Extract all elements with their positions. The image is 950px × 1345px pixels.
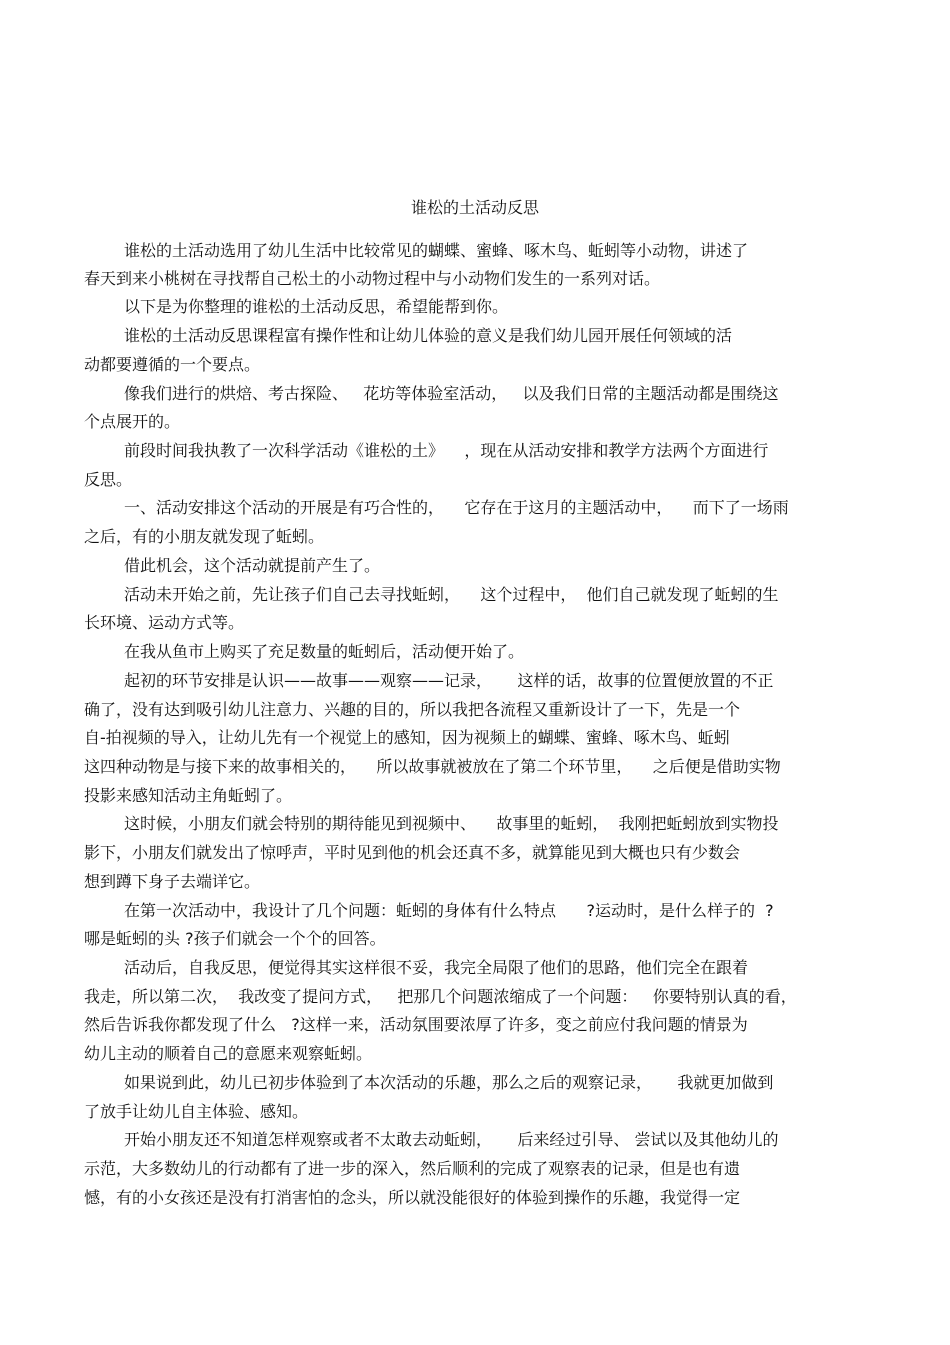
- text-line: 活动未开始之前，先让孩子们自己去寻找蚯蚓， 这个过程中， 他们自己就发现了蚯蚓的生: [124, 585, 779, 604]
- text-line: 起初的环节安排是认识——故事——观察——记录， 这样的话，故事的位置便放置的不正: [124, 671, 774, 690]
- text-line: 动都要遵循的一个要点。: [84, 355, 261, 374]
- text-line: 幼儿主动的顺着自己的意愿来观察蚯蚓。: [84, 1044, 373, 1063]
- text-line: 一、活动安排这个活动的开展是有巧合性的， 它存在于这月的主题活动中， 而下了一场雨: [124, 498, 789, 517]
- text-line: 哪是蚯蚓的头 ?孩子们就会一个个的回答。: [84, 929, 386, 948]
- text-line: 这四种动物是与接下来的故事相关的， 所以故事就被放在了第二个环节里， 之后便是借助实物: [84, 757, 781, 776]
- document-title: 谁松的土活动反思: [410, 198, 539, 217]
- text-line: 想到蹲下身子去端详它。: [84, 872, 261, 891]
- text-line: 个点展开的。: [84, 412, 181, 431]
- text-line: 示范，大多数幼儿的行动都有了进一步的深入，然后顺利的完成了观察表的记录，但是也有遗: [84, 1159, 741, 1178]
- text-line: 如果说到此，幼儿已初步体验到了本次活动的乐趣，那么之后的观察记录， 我就更加做到: [124, 1073, 774, 1092]
- text-line: 确了，没有达到吸引幼儿注意力、兴趣的目的，所以我把各流程又重新设计了一下，先是一个: [84, 700, 741, 719]
- text-line: 春天到来小桃树在寻找帮自己松土的小动物过程中与小动物们发生的一系列对话。: [84, 269, 661, 288]
- text-line: 在第一次活动中，我设计了几个问题：蚯蚓的身体有什么特点 ?运动时，是什么样子的 ?: [124, 901, 774, 920]
- text-line: 影下，小朋友们就发出了惊呼声，平时见到他的机会还真不多，就算能见到大概也只有少数会: [84, 843, 741, 862]
- text-line: 前段时间我执教了一次科学活动《谁松的土》 ，现在从活动安排和教学方法两个方面进行: [124, 441, 769, 460]
- text-line: 之后，有的小朋友就发现了蚯蚓。: [84, 527, 325, 546]
- text-line: 投影来感知活动主角蚯蚓了。: [84, 786, 293, 805]
- text-line: 谁松的土活动选用了幼儿生活中比较常见的蝴蝶、蜜蜂、啄木鸟、蚯蚓等小动物，讲述了: [124, 241, 749, 260]
- text-line: 像我们进行的烘焙、考古探险、 花坊等体验室活动， 以及我们日常的主题活动都是围绕这: [124, 384, 779, 403]
- text-line: 以下是为你整理的谁松的土活动反思，希望能帮到你。: [124, 297, 509, 316]
- text-line: 这时候，小朋友们就会特别的期待能见到视频中、 故事里的蚯蚓， 我刚把蚯蚓放到实物投: [124, 814, 779, 833]
- text-line: 我走，所以第二次， 我改变了提问方式， 把那几个问题浓缩成了一个问题： 你要特别认真的看，: [84, 987, 797, 1006]
- text-line: 活动后，自我反思，便觉得其实这样很不妥，我完全局限了他们的思路，他们完全在跟着: [124, 958, 749, 977]
- text-line: 然后告诉我你都发现了什么 ?这样一来，活动氛围要浓厚了许多，变之前应付我问题的情景为: [84, 1015, 748, 1034]
- text-line: 了放手让幼儿自主体验、感知。: [84, 1102, 309, 1121]
- text-line: 借此机会，这个活动就提前产生了。: [124, 556, 381, 575]
- text-line: 长环境、运动方式等。: [84, 613, 245, 632]
- text-line: 开始小朋友还不知道怎样观察或者不太敢去动蚯蚓， 后来经过引导、 尝试以及其他幼儿的: [124, 1130, 779, 1149]
- text-line: 憾，有的小女孩还是没有打消害怕的念头，所以就没能很好的体验到操作的乐趣，我觉得一定: [84, 1188, 741, 1207]
- text-line: 在我从鱼市上购买了充足数量的蚯蚓后，活动便开始了。: [124, 642, 525, 661]
- text-line: 谁松的土活动反思课程富有操作性和让幼儿体验的意义是我们幼儿园开展任何领域的活: [124, 326, 733, 345]
- text-line: 自-拍视频的导入，让幼儿先有一个视觉上的感知，因为视频上的蝴蝶、蜜蜂、啄木鸟、蚯蚓: [84, 728, 730, 747]
- text-line: 反思。: [84, 470, 133, 489]
